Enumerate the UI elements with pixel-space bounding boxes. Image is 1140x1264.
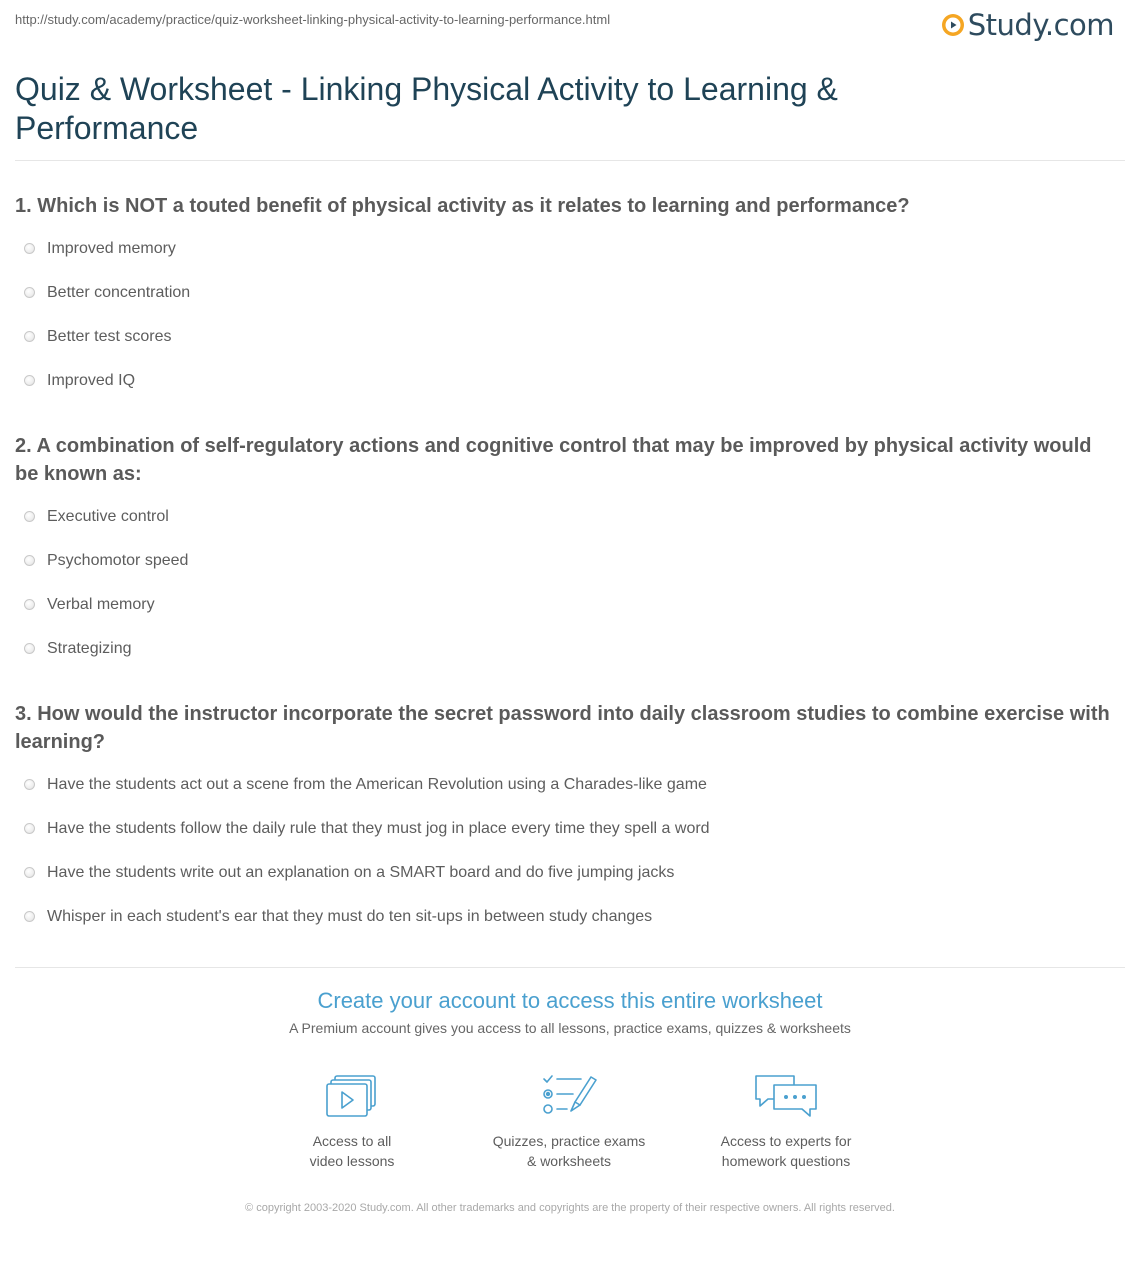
feature-label xyxy=(484,1131,654,1171)
radio-button[interactable] xyxy=(24,375,35,386)
title-divider xyxy=(15,160,1125,161)
top-bar xyxy=(0,0,1140,60)
option-label: Executive control xyxy=(47,508,169,525)
radio-button[interactable] xyxy=(24,911,35,922)
feature-label-line-2: & worksheets xyxy=(526,1153,612,1169)
answer-options xyxy=(15,227,1115,403)
answer-option[interactable] xyxy=(15,763,1115,807)
feature-label xyxy=(701,1131,871,1171)
radio-button[interactable] xyxy=(24,511,35,522)
answer-option[interactable] xyxy=(15,271,1115,315)
answer-option[interactable] xyxy=(15,495,1115,539)
radio-button[interactable] xyxy=(24,331,35,342)
answer-option[interactable] xyxy=(15,539,1115,583)
cta-subtitle: A Premium account gives you access to all lessons, practice exams, quizzes & worksheets xyxy=(289,1020,851,1036)
answer-options xyxy=(15,495,1115,671)
feature-quizzes xyxy=(484,1073,654,1171)
option-label: Strategizing xyxy=(47,640,132,657)
option-label: Better concentration xyxy=(47,284,191,301)
quiz-checklist-icon xyxy=(541,1073,597,1119)
question-text: 3. How would the instructor incorporate the secret password into daily classroom studies to combine exercise with learning? xyxy=(15,703,1110,753)
answer-option[interactable] xyxy=(15,227,1115,271)
answer-options xyxy=(15,763,1115,939)
radio-button[interactable] xyxy=(24,643,35,654)
feature-label-line-1: Quizzes, practice exams xyxy=(492,1133,646,1149)
create-account-link[interactable]: Create your account to access this entire worksheet xyxy=(317,988,823,1013)
radio-button[interactable] xyxy=(24,867,35,878)
option-label: Psychomotor speed xyxy=(47,552,189,569)
answer-option[interactable] xyxy=(15,627,1115,671)
radio-button[interactable] xyxy=(24,243,35,254)
chat-bubbles-icon xyxy=(754,1073,818,1119)
radio-button[interactable] xyxy=(24,779,35,790)
play-logo-icon xyxy=(941,13,965,37)
answer-option[interactable] xyxy=(15,359,1115,403)
feature-label-line-1: Access to experts for xyxy=(720,1133,852,1149)
question-1 xyxy=(15,192,1115,403)
option-label: Have the students act out a scene from the American Revolution using a Charades-like game xyxy=(47,776,707,793)
question-3 xyxy=(15,700,1115,939)
option-label: Verbal memory xyxy=(47,596,155,613)
radio-button[interactable] xyxy=(24,599,35,610)
video-lessons-icon xyxy=(325,1073,379,1119)
answer-option[interactable] xyxy=(15,895,1115,939)
feature-label xyxy=(267,1131,437,1171)
answer-option[interactable] xyxy=(15,807,1115,851)
radio-button[interactable] xyxy=(24,555,35,566)
question-text: 2. A combination of self-regulatory actions and cognitive control that may be improved by physical activity would be known as: xyxy=(15,435,1092,485)
page-url: http://study.com/academy/practice/quiz-worksheet-linking-physical-activity-to-learning-performance.html xyxy=(15,12,611,27)
feature-label-line-2: video lessons xyxy=(309,1153,395,1169)
option-label: Whisper in each student's ear that they must do ten sit-ups in between study changes xyxy=(47,908,653,925)
page-title: Quiz & Worksheet - Linking Physical Activity to Learning & Performance xyxy=(15,71,838,146)
option-label: Have the students write out an explanation on a SMART board and do five jumping jacks xyxy=(47,864,675,881)
feature-video-lessons xyxy=(267,1073,437,1171)
logo-text: Study.com xyxy=(967,8,1114,42)
question-2 xyxy=(15,432,1115,671)
radio-button[interactable] xyxy=(24,823,35,834)
answer-option[interactable] xyxy=(15,583,1115,627)
feature-experts xyxy=(701,1073,871,1171)
cta-divider xyxy=(15,967,1125,968)
signup-cta xyxy=(0,988,1140,1036)
option-label: Improved IQ xyxy=(47,372,136,389)
answer-option[interactable] xyxy=(15,851,1115,895)
option-label: Better test scores xyxy=(47,328,172,345)
copyright-footer: © copyright 2003-2020 Study.com. All other trademarks and copyrights are the property of their respective owners. All rights reserved. xyxy=(245,1202,895,1214)
feature-label-line-2: homework questions xyxy=(721,1153,851,1169)
option-label: Improved memory xyxy=(47,240,176,257)
option-label: Have the students follow the daily rule that they must jog in place every time they spell a word xyxy=(47,820,710,837)
answer-option[interactable] xyxy=(15,315,1115,359)
study-logo[interactable] xyxy=(941,8,1114,42)
radio-button[interactable] xyxy=(24,287,35,298)
question-text: 1. Which is NOT a touted benefit of physical activity as it relates to learning and performance? xyxy=(15,195,910,217)
feature-label-line-1: Access to all xyxy=(312,1133,392,1149)
